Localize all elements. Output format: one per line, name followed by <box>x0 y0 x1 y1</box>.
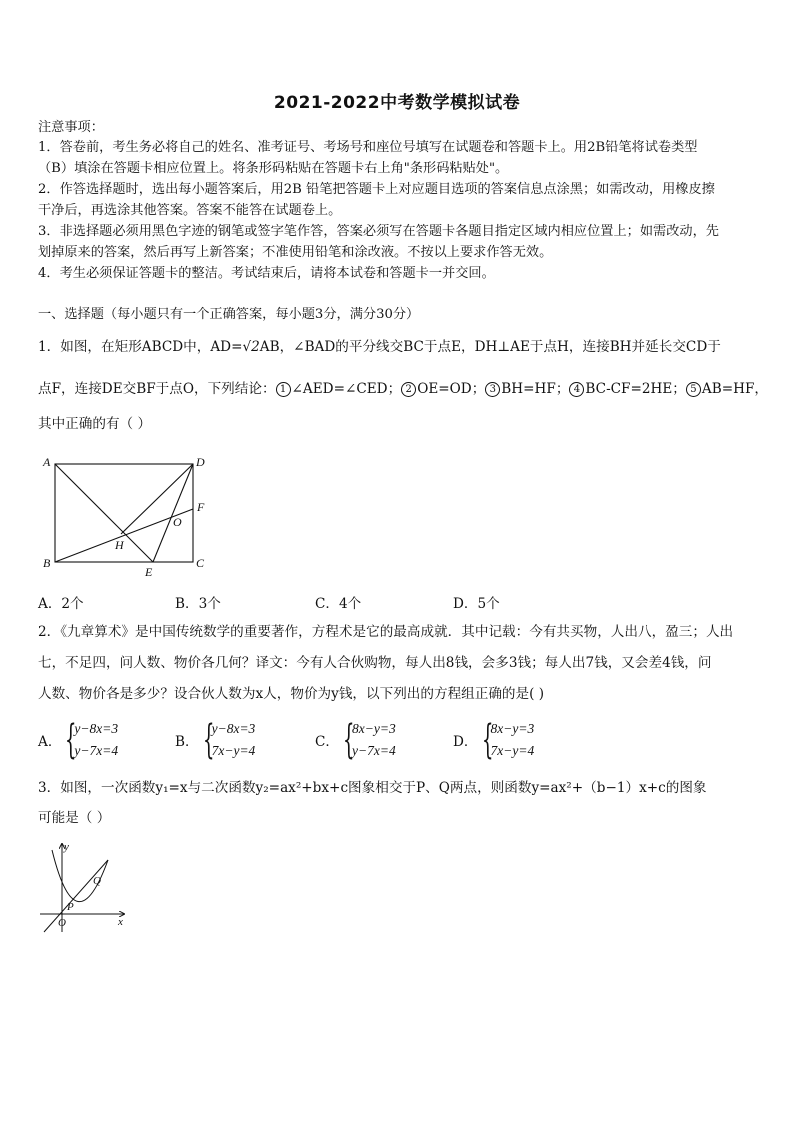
segment-dh <box>121 464 193 534</box>
left-brace: { <box>343 717 355 763</box>
label-b: B <box>43 556 51 570</box>
option-label: B． <box>175 734 199 750</box>
segment-de <box>153 464 193 562</box>
q3-figure <box>36 838 136 938</box>
section-heading: 一、选择题（每小题只有一个正确答案，每小题3分，满分30分） <box>38 307 420 322</box>
equation: 7x−y=4 <box>490 743 535 758</box>
equation-system <box>74 718 118 762</box>
rectangle-abcd <box>55 464 193 562</box>
q2-option-c[interactable] <box>315 716 396 764</box>
option-label: D． <box>453 734 478 750</box>
question-3-line-1: 3．如图，一次函数y₁=x与二次函数y₂=ax²+bx+c图象相交于P、Q两点，则函数y=ax²+（b−1）x+c的图象 <box>38 780 707 796</box>
option-label: C． <box>315 734 339 750</box>
segment-ae <box>55 464 153 562</box>
equation: 8x−y=3 <box>352 721 396 736</box>
question-2-line-1: 2．《九章算术》是中国传统数学的重要著作，方程术是它的最高成就．其中记载：今有共买物，人出八，盈三；人出 <box>38 624 734 640</box>
circled-number: 1 <box>276 382 291 397</box>
conclusion: OE=OD； <box>417 381 486 397</box>
equation-system <box>212 718 256 762</box>
q1-figure <box>38 452 218 582</box>
q1-text: 点F，连接DE交BF于点O，下列结论： <box>38 381 276 397</box>
q1-option-c[interactable]: C．4个 <box>315 596 362 612</box>
q1-option-d[interactable]: D．5个 <box>453 596 500 612</box>
equation-system <box>491 718 535 762</box>
label-o: O <box>173 515 182 529</box>
notice-line: 3．非选择题必须用黑色字迹的钢笔或签字笔作答，答案必须写在答题卡各题目指定区域内相应位置上；如需改动，先 <box>38 224 719 239</box>
page-title: 2021-2022中考数学模拟试卷 <box>273 93 521 113</box>
label-f: F <box>197 500 205 514</box>
notice-line: 2．作答选择题时，选出每小题答案后，用2B 铅笔把答题卡上对应题目选项的答案信息点涂黑；如需改动，用橡皮擦 <box>38 182 715 197</box>
label-d: D <box>196 455 205 469</box>
q2-option-b[interactable] <box>175 716 255 764</box>
equation: 7x−y=4 <box>211 743 256 758</box>
line-y1 <box>44 860 108 932</box>
point-q-label: Q <box>93 875 101 887</box>
label-a: A <box>43 455 51 469</box>
q1-option-b[interactable]: B．3个 <box>175 596 221 612</box>
axis-label-y: y <box>64 841 69 853</box>
conclusion: BH=HF； <box>501 381 570 397</box>
equation: y−7x=4 <box>352 743 396 758</box>
equation: y−7x=4 <box>74 743 119 758</box>
circled-number: 4 <box>569 382 584 397</box>
origin-label: O <box>58 917 66 929</box>
question-1-line-2 <box>38 379 768 399</box>
notice-line: 划掉原来的答案，然后再写上新答案；不准使用铅笔和涂改液。不按以上要求作答无效。 <box>38 245 553 260</box>
option-label: A． <box>38 734 62 750</box>
label-h: H <box>115 538 124 552</box>
label-e: E <box>145 565 153 579</box>
q2-option-d[interactable] <box>453 716 534 764</box>
question-1-line-3: 其中正确的有（ ） <box>38 416 152 432</box>
label-c: C <box>196 556 205 570</box>
question-1-line-1 <box>38 337 760 357</box>
conclusion: AB=HF， <box>701 381 768 397</box>
point-p-label: P <box>67 901 74 913</box>
equation: 8x−y=3 <box>490 721 535 736</box>
equation-system <box>352 718 396 762</box>
conclusion: BC-CF=2HE； <box>585 381 686 397</box>
circled-number: 5 <box>686 382 701 397</box>
equation: y−8x=3 <box>211 721 256 736</box>
question-2-line-3: 人数、物价各是多少？设合伙人数为x人，物价为y钱，以下列出的方程组正确的是( ) <box>38 686 545 702</box>
axis-label-x: x <box>118 916 123 928</box>
question-3-line-2: 可能是（ ） <box>38 810 111 826</box>
equation: y−8x=3 <box>74 721 119 736</box>
notice-line: （B）填涂在答题卡相应位置上。将条形码粘贴在答题卡右上角"条形码粘贴处"。 <box>38 161 509 176</box>
left-brace: { <box>202 717 215 763</box>
notice-line: 1．答卷前，考生务必将自己的姓名、准考证号、考场号和座位号填写在试题卷和答题卡上。用2B铅笔将试卷类型 <box>38 140 698 155</box>
q2-option-a[interactable] <box>38 716 118 764</box>
q1-text: 1．如图，在矩形ABCD中，AD= <box>38 339 243 355</box>
q2-options <box>38 716 758 764</box>
sqrt-two: √2 <box>242 339 260 355</box>
question-2-line-2: 七，不足四，问人数、物价各几何？译文：今有人合伙购物，每人出8钱，会多3钱；每人出7钱，又会差4钱，问 <box>38 655 712 671</box>
q1-option-a[interactable]: A．2个 <box>38 596 84 612</box>
left-brace: { <box>65 717 77 763</box>
circled-number: 2 <box>401 382 416 397</box>
notice-line: 干净后，再选涂其他答案。答案不能答在试题卷上。 <box>38 203 342 218</box>
left-brace: { <box>481 717 493 763</box>
notice-heading: 注意事项： <box>38 120 104 135</box>
conclusion: ∠AED=∠CED； <box>291 381 402 397</box>
notice-line: 4．考生必须保证答题卡的整洁。考试结束后，请将本试卷和答题卡一并交回。 <box>38 266 495 281</box>
circled-number: 3 <box>485 382 500 397</box>
q1-text: AB，∠BAD的平分线交BC于点E，DH⊥AE于点H，连接BH并延长交CD于 <box>259 339 721 355</box>
